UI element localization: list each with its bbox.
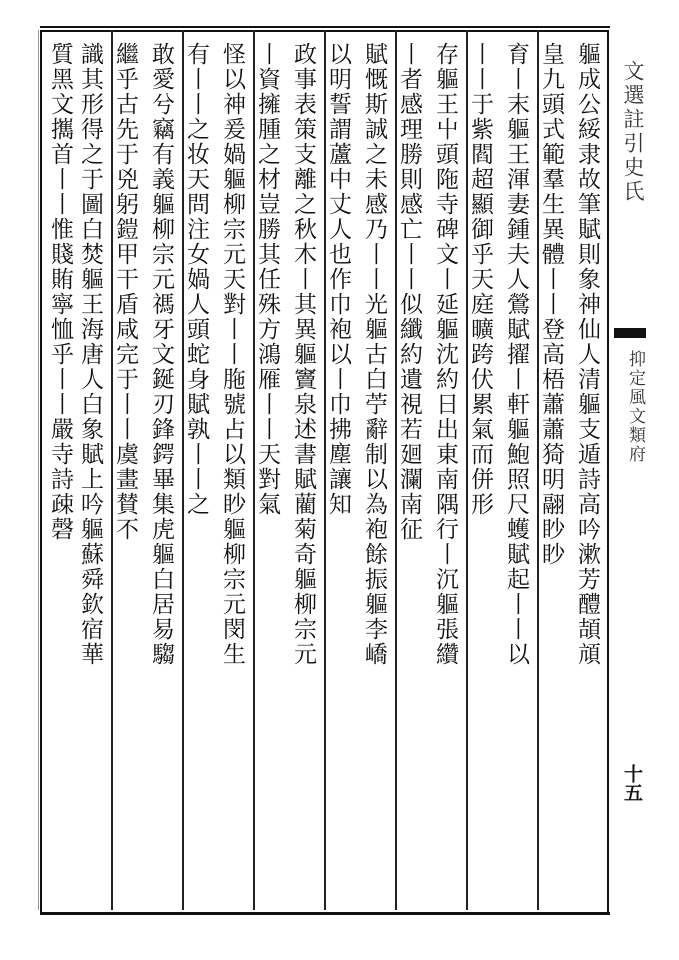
text-column-1: 軀成公綏隶故筆賦則象神仙人清軀支遁詩高吟漱芳醴頡頏: [574, 42, 600, 667]
text-column-13: 敢愛兮竊有義軀柳宗元禡牙文鋋刃鋒鍔畢集虎軀白居易騶: [148, 42, 174, 667]
text-column-12: 有丨丨之妆天問注女媧人頭蛇身賦孰丨丨之: [183, 42, 209, 517]
text-column-2: 皇九頭式範羣生異體丨丨登高梧蕭蕭猗明翮眇眇: [538, 42, 564, 567]
text-column-4: 丨丨于紫閻超顯御乎天庭曠跨伏累氣而併形: [467, 42, 493, 517]
text-column-7: 賦慨斯誠之未感乃丨丨光軀古白苧辭制以為袍餘振軀李嶠: [361, 42, 387, 667]
text-column-5: 存軀王屮頭陁寺碑文丨延軀沈約日出東南隅行丨沉軀張纘: [432, 42, 458, 667]
margin-title: 文選註引史氏: [621, 60, 645, 204]
facing-page-edge: [14, 30, 39, 910]
margin-subtitle: 抑定風文類府: [625, 350, 645, 464]
text-column-16: 質黑文𢹂首丨丨惟賤賄寧恤乎丨丨嚴寺詩疎磬: [47, 42, 73, 542]
page-margin: [612, 30, 650, 910]
text-column-15: 識其形得之于圖白焚軀王海唐人白象賦上吟軀蘇舜欽宿華: [77, 42, 103, 667]
text-column-14: 繼乎古先于兇躬鎧甲干盾咸完于丨丨虞畫賛不: [112, 42, 138, 542]
fishtail-mark: [614, 328, 646, 338]
text-column-8: 以明誓謂蘆中丈人也作巾袍以丨巾拂塵讓知: [325, 42, 351, 517]
frame-top-rule: [40, 26, 610, 28]
page-number: 十五: [621, 764, 643, 802]
frame-bottom-rule: [40, 912, 610, 915]
text-column-3: 育丨末軀王渾妻鍾夫人鶯賦擢丨軒軀鮑照尺蠖賦起丨丨以: [503, 42, 529, 667]
text-column-10: 丨資擁腫之材豈勝其任殊方鴻雁丨丨天對氣: [254, 42, 280, 517]
text-column-11: 怪以神爰媧軀柳宗元天對丨丨胣號占以類眇軀柳宗元閔生: [219, 42, 245, 667]
text-column-6: 丨者感理勝則感亡丨丨似纖約遺視若廻瀾南征: [396, 42, 422, 542]
text-column-9: 政事表策支離之秋木丨其異軀竇泉述書賦藺菊奇軀柳宗元: [290, 42, 316, 667]
